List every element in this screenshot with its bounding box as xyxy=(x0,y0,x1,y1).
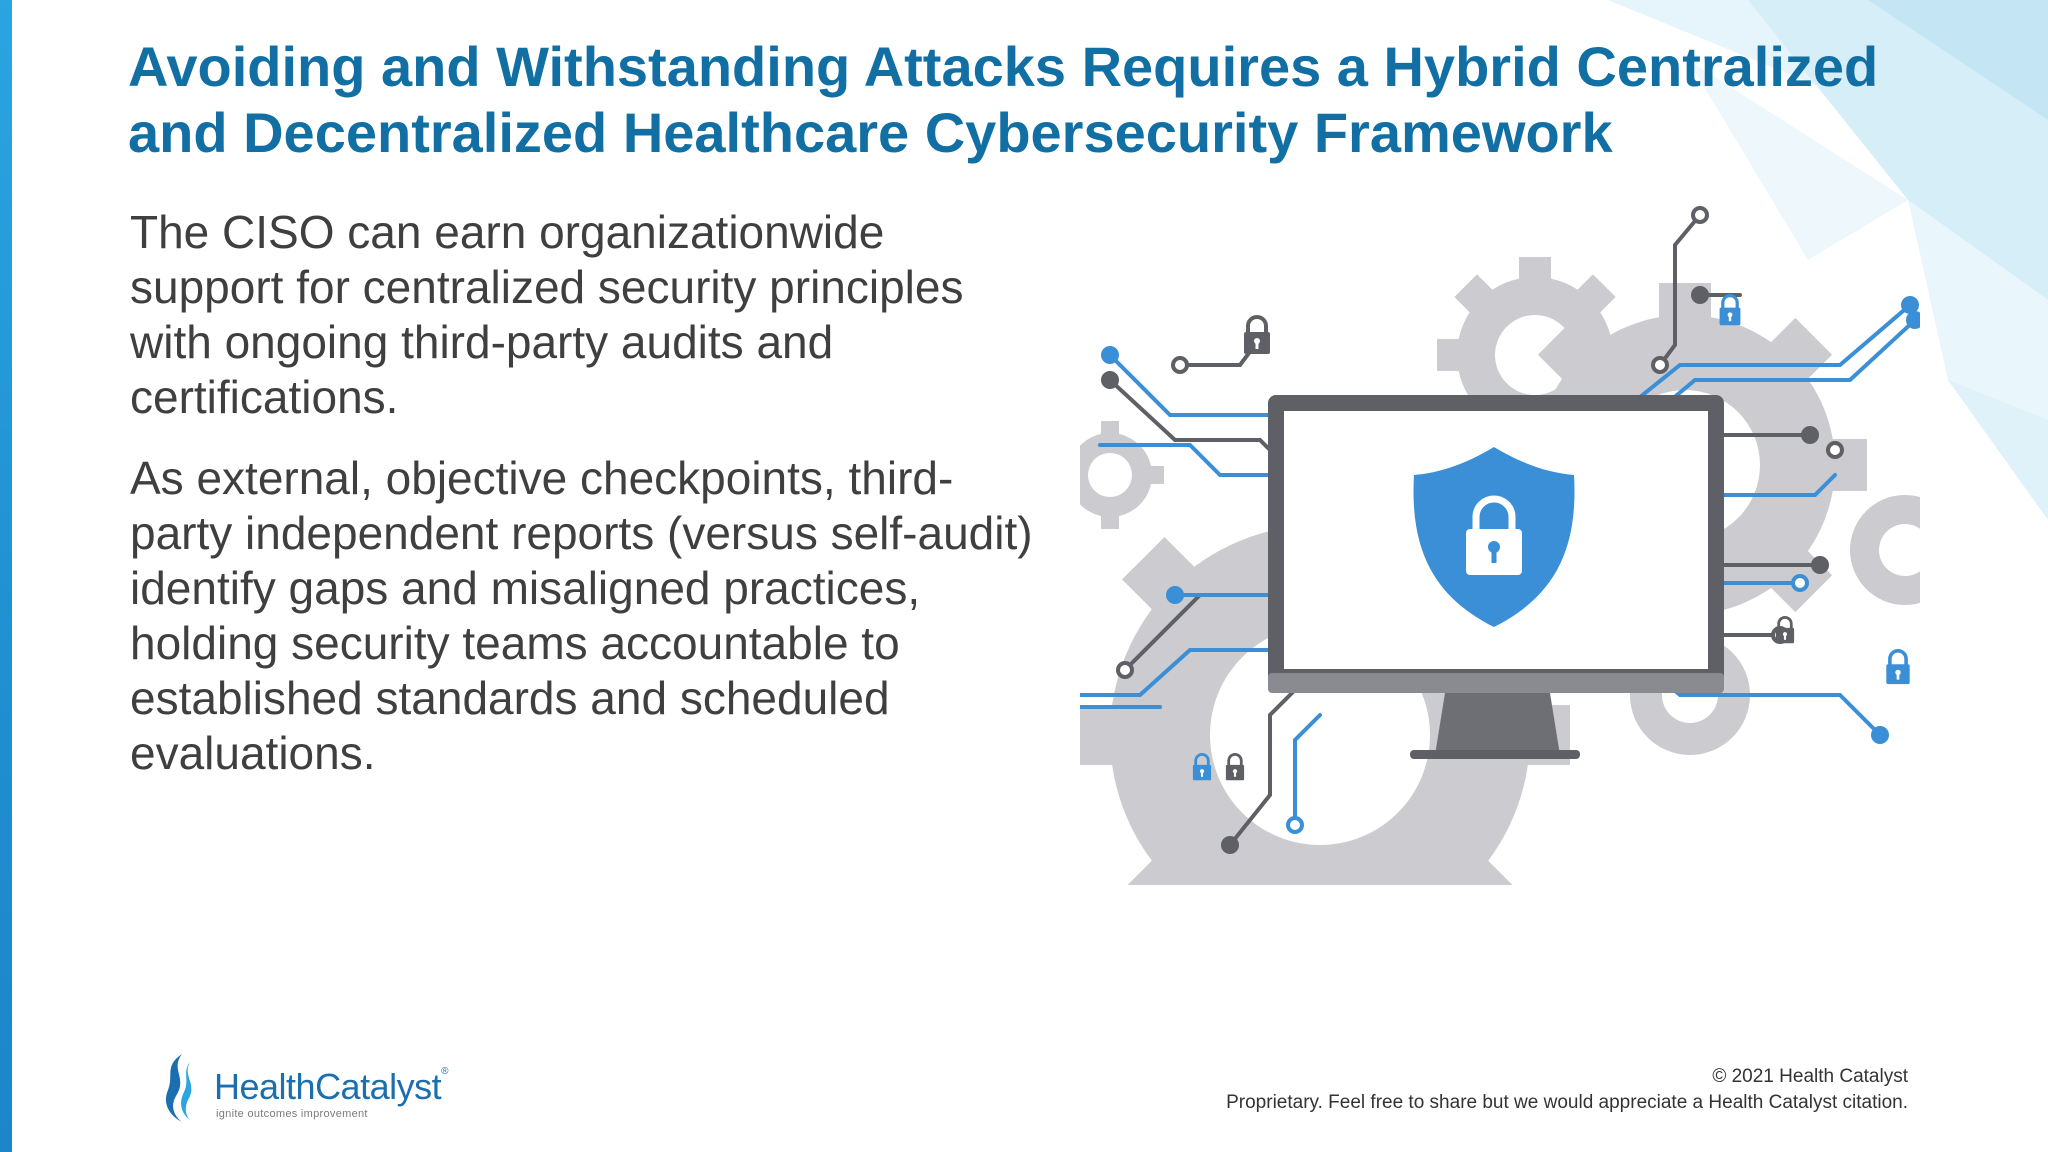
padlock-icon xyxy=(1244,317,1270,354)
cybersecurity-illustration xyxy=(1080,195,1920,885)
logo-tagline: ignite outcomes improvement xyxy=(216,1108,368,1120)
padlock-icon xyxy=(1776,617,1794,643)
footer xyxy=(1226,1064,1908,1116)
slide-title-line-1: Avoiding and Withstanding Attacks Requires a Hybrid Centralized xyxy=(128,35,1879,98)
body-text xyxy=(130,205,1050,807)
gear-icon xyxy=(1080,421,1164,529)
flame-logo-icon xyxy=(160,1052,204,1124)
health-catalyst-logo: HealthCatalyst® ignite outcomes improvement xyxy=(160,1052,480,1124)
padlock-icon xyxy=(1886,651,1909,684)
body-paragraph-2: As external, objective checkpoints, third-party independent reports (versus self-audit) identify gaps and misaligned practices, holding security teams accountable to established standards and scheduled evaluations. xyxy=(130,452,1033,779)
slide-title xyxy=(128,34,1988,166)
body-paragraph-1: The CISO can earn organizationwide support for centralized security principles with ongoing third-party audits and certifications. xyxy=(130,206,964,423)
left-accent-bar xyxy=(0,0,12,1152)
footer-copyright: © 2021 Health Catalyst xyxy=(1712,1066,1908,1087)
slide-title-line-2: and Decentralized Healthcare Cybersecurity Framework xyxy=(128,101,1613,164)
padlock-icon xyxy=(1720,296,1741,326)
footer-notice: Proprietary. Feel free to share but we would appreciate a Health Catalyst citation. xyxy=(1226,1092,1908,1113)
gear-icon xyxy=(1850,495,1920,605)
logo-brand-name: HealthCatalyst xyxy=(214,1066,442,1107)
